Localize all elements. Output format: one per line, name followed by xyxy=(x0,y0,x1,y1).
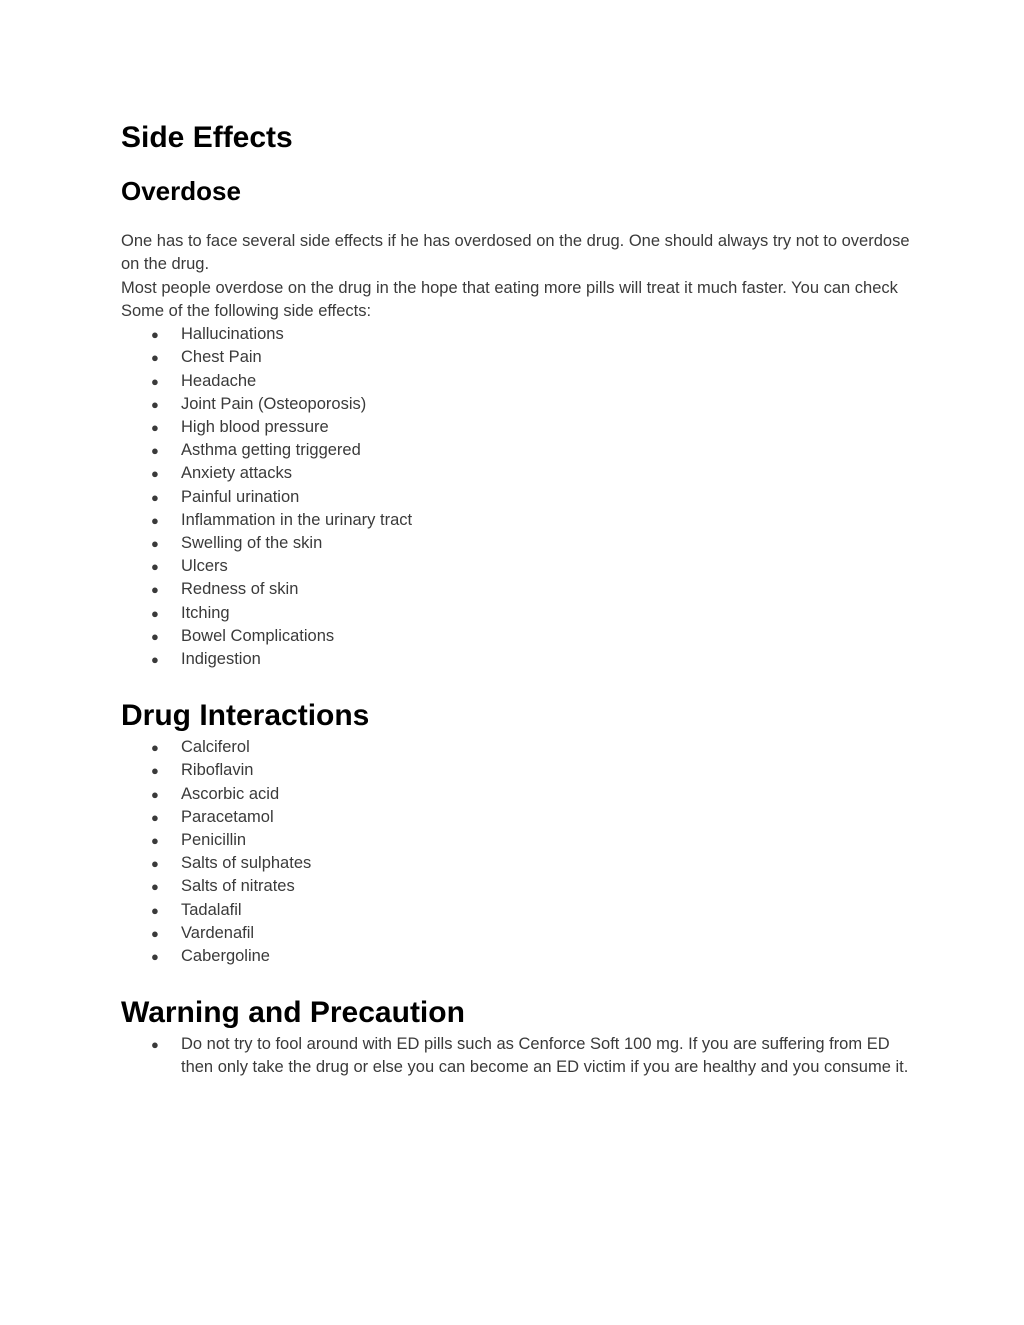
bullet-icon: ● xyxy=(151,879,159,895)
list-item-text: Redness of skin xyxy=(181,580,299,599)
bullet-icon: ● xyxy=(151,512,159,528)
list-item-text: Itching xyxy=(181,603,230,622)
list-item xyxy=(121,899,911,922)
list-item-text: Hallucinations xyxy=(181,325,284,344)
bullet-icon: ● xyxy=(151,350,159,366)
list-item xyxy=(121,922,911,945)
list-item xyxy=(121,370,911,393)
list-item-text: Cabergoline xyxy=(181,947,270,966)
list-item-text: Swelling of the skin xyxy=(181,534,323,553)
list-item xyxy=(121,486,911,509)
bullet-icon: ● xyxy=(151,809,159,825)
bullet-icon: ● xyxy=(151,740,159,756)
list-item-text: Painful urination xyxy=(181,487,300,506)
list-item xyxy=(121,532,911,555)
bullet-icon: ● xyxy=(151,605,159,621)
list-item-text: Penicillin xyxy=(181,831,247,850)
bullet-icon: ● xyxy=(151,1037,159,1053)
side-effects-list xyxy=(121,323,911,671)
bullet-icon: ● xyxy=(151,902,159,918)
bullet-icon: ● xyxy=(151,489,159,505)
list-item-text: High blood pressure xyxy=(181,418,329,436)
bullet-icon: ● xyxy=(151,420,159,435)
bullet-icon: ● xyxy=(151,582,159,598)
intro-paragraph-1: One has to face several side effects if he has overdosed on the drug. One should always try not to overdose on the drug. xyxy=(121,232,910,274)
list-item-text: Indigestion xyxy=(181,650,261,669)
list-item xyxy=(121,439,911,462)
list-item xyxy=(121,829,911,852)
list-item-text: Tadalafil xyxy=(181,900,242,919)
list-item-text: Headache xyxy=(181,371,257,390)
list-item-text: Riboflavin xyxy=(181,761,254,780)
list-item xyxy=(121,648,911,671)
list-item-text: Calciferol xyxy=(181,738,250,757)
list-item xyxy=(121,625,911,648)
list-item xyxy=(121,806,911,829)
list-item xyxy=(121,783,911,806)
list-item xyxy=(121,416,911,439)
list-item xyxy=(121,555,911,578)
list-item-text: Asthma getting triggered xyxy=(181,441,361,460)
bullet-icon: ● xyxy=(151,763,159,779)
bullet-icon: ● xyxy=(151,559,159,575)
bullet-icon: ● xyxy=(151,443,159,459)
bullet-icon: ● xyxy=(151,925,159,941)
list-item xyxy=(121,393,911,416)
list-item xyxy=(121,759,911,782)
bullet-icon: ● xyxy=(151,327,159,343)
list-item xyxy=(121,736,911,759)
bullet-icon: ● xyxy=(151,396,159,412)
list-item xyxy=(121,462,911,485)
heading-overdose: Overdose xyxy=(121,176,241,206)
list-item-text: Joint Pain (Osteoporosis) xyxy=(181,394,367,413)
list-item xyxy=(121,346,911,369)
list-item-text: Bowel Complications xyxy=(181,626,335,645)
list-item-text: Do not try to fool around with ED pills such as Cenforce Soft 100 mg. If you are suffering from ED then only take the drug or else you can become an ED victim if you are healthy and you consume it. xyxy=(181,1035,909,1077)
bullet-icon: ● xyxy=(151,466,159,482)
drug-interactions-list xyxy=(121,736,911,968)
list-item xyxy=(121,578,911,601)
list-item-text: Ulcers xyxy=(181,557,228,576)
document-body xyxy=(121,118,911,1080)
list-item xyxy=(121,945,911,968)
list-item-text: Inflammation in the urinary tract xyxy=(181,510,413,529)
bullet-icon: ● xyxy=(151,856,159,872)
heading-drug-interactions: Drug Interactions xyxy=(121,699,370,733)
list-item-text: Paracetamol xyxy=(181,807,274,826)
list-item xyxy=(121,509,911,532)
list-item-text: Vardenafil xyxy=(181,923,255,942)
list-item-text: Chest Pain xyxy=(181,348,262,367)
list-item-text: Salts of nitrates xyxy=(181,877,295,896)
bullet-icon: ● xyxy=(151,652,159,668)
heading-warning-precaution: Warning and Precaution xyxy=(121,996,465,1030)
list-item xyxy=(121,1033,911,1079)
bullet-icon: ● xyxy=(151,536,159,552)
warnings-list xyxy=(121,1033,911,1079)
bullet-icon: ● xyxy=(151,949,159,965)
list-item xyxy=(121,875,911,898)
overdose-intro xyxy=(121,230,911,323)
list-item-text: Anxiety attacks xyxy=(181,464,292,483)
bullet-icon: ● xyxy=(151,373,159,389)
list-item xyxy=(121,602,911,625)
list-item-text: Ascorbic acid xyxy=(181,784,280,803)
list-item-text: Salts of sulphates xyxy=(181,854,312,873)
list-item xyxy=(121,323,911,346)
bullet-icon: ● xyxy=(151,628,159,644)
heading-side-effects: Side Effects xyxy=(121,121,293,154)
intro-paragraph-2: Most people overdose on the drug in the hope that eating more pills will treat it much faster. You can check Some of the following side effects: xyxy=(121,278,898,320)
bullet-icon: ● xyxy=(151,833,159,849)
list-item xyxy=(121,852,911,875)
bullet-icon: ● xyxy=(151,786,159,802)
